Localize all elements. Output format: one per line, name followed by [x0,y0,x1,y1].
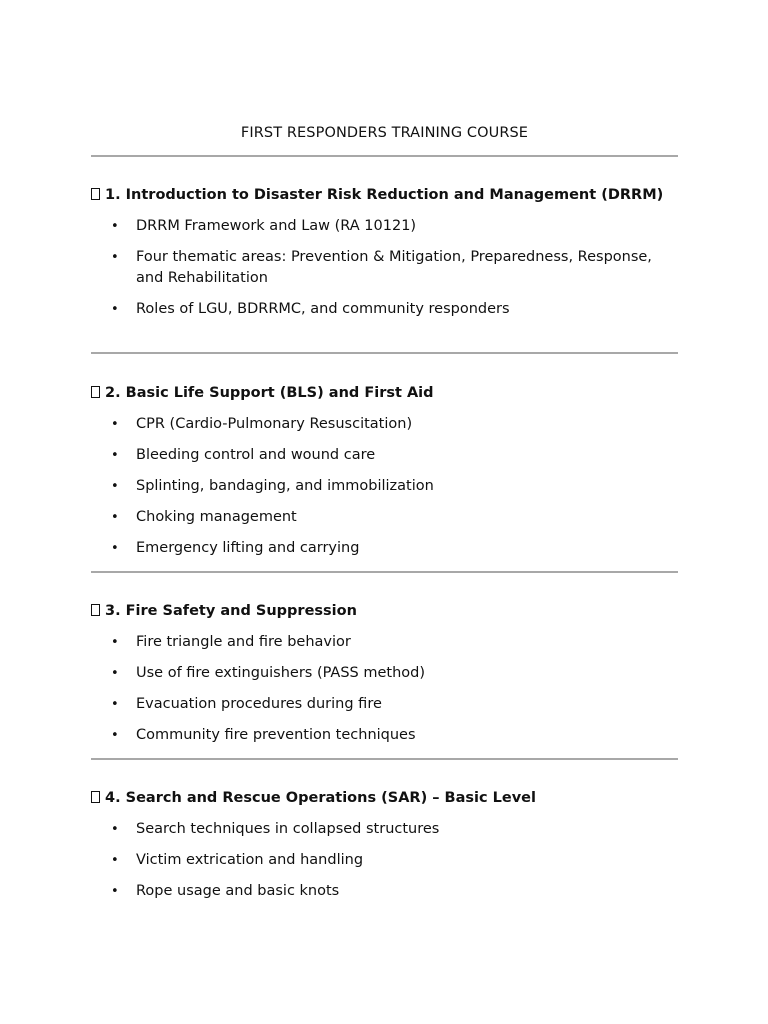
list-item [91,850,678,871]
list-item [91,694,678,715]
bullet-icon: • [111,635,119,650]
list-item-text: Emergency lifting and carrying [136,540,360,556]
list-item [91,247,678,289]
bullet-icon: • [111,510,119,525]
section-4 [91,788,678,902]
bullet-icon: • [111,219,119,234]
list-item-text: Victim extrication and handling [136,852,364,868]
list-item-text: Four thematic areas: Prevention & Mitigation, Preparedness, Response, and Rehabilitation [136,249,652,286]
list-item-text: Search techniques in collapsed structures [136,821,440,837]
list-item-text: CPR (Cardio-Pulmonary Resuscitation) [136,416,413,432]
section-heading [91,601,678,622]
divider [91,155,678,157]
list-item-text: Splinting, bandaging, and immobilization [136,478,434,494]
list-item-text: Community fire prevention techniques [136,727,416,743]
box-icon [91,386,100,398]
list-item-text: Choking management [136,509,297,525]
bullet-icon: • [111,697,119,712]
document-title: FIRST RESPONDERS TRAINING COURSE [240,125,529,141]
list-item-text: Use of fire extinguishers (PASS method) [136,665,426,681]
list-item [91,445,678,466]
box-icon [91,791,100,803]
list-item [91,538,678,559]
list-item-text: Bleeding control and wound care [136,447,376,463]
list-item [91,476,678,497]
section-list [91,414,678,559]
bullet-icon: • [111,541,119,556]
list-item [91,216,678,237]
bullet-icon: • [111,666,119,681]
section-heading [91,383,678,404]
list-item [91,725,678,746]
bullet-icon: • [111,728,119,743]
bullet-icon: • [111,884,119,899]
list-item [91,414,678,435]
list-item [91,507,678,528]
list-item [91,299,678,320]
box-icon [91,604,100,616]
bullet-icon: • [111,448,119,463]
section-list [91,819,678,902]
bullet-icon: • [111,417,119,432]
section-list [91,216,678,320]
list-item [91,819,678,840]
bullet-icon: • [111,479,119,494]
list-item-text: Rope usage and basic knots [136,883,340,899]
section-heading [91,788,678,809]
section-2 [91,383,678,559]
divider [91,571,678,573]
section-3 [91,601,678,746]
list-item-text: Fire triangle and fire behavior [136,634,351,650]
bullet-icon: • [111,822,119,837]
list-item [91,881,678,902]
section-1 [91,185,678,320]
section-list [91,632,678,746]
section-heading-text: 1. Introduction to Disaster Risk Reduction and Management (DRRM) [105,187,664,203]
list-item-text: Evacuation procedures during fire [136,696,382,712]
box-icon [91,188,100,200]
list-item [91,632,678,653]
list-item-text: Roles of LGU, BDRRMC, and community responders [136,301,510,317]
list-item-text: DRRM Framework and Law (RA 10121) [136,218,417,234]
divider [91,758,678,760]
section-heading [91,185,678,206]
section-heading-text: 2. Basic Life Support (BLS) and First Aid [105,385,434,401]
divider [91,352,678,354]
bullet-icon: • [111,302,119,317]
list-item [91,663,678,684]
section-heading-text: 4. Search and Rescue Operations (SAR) – Basic Level [105,790,536,806]
bullet-icon: • [111,250,119,265]
section-heading-text: 3. Fire Safety and Suppression [105,603,357,619]
bullet-icon: • [111,853,119,868]
